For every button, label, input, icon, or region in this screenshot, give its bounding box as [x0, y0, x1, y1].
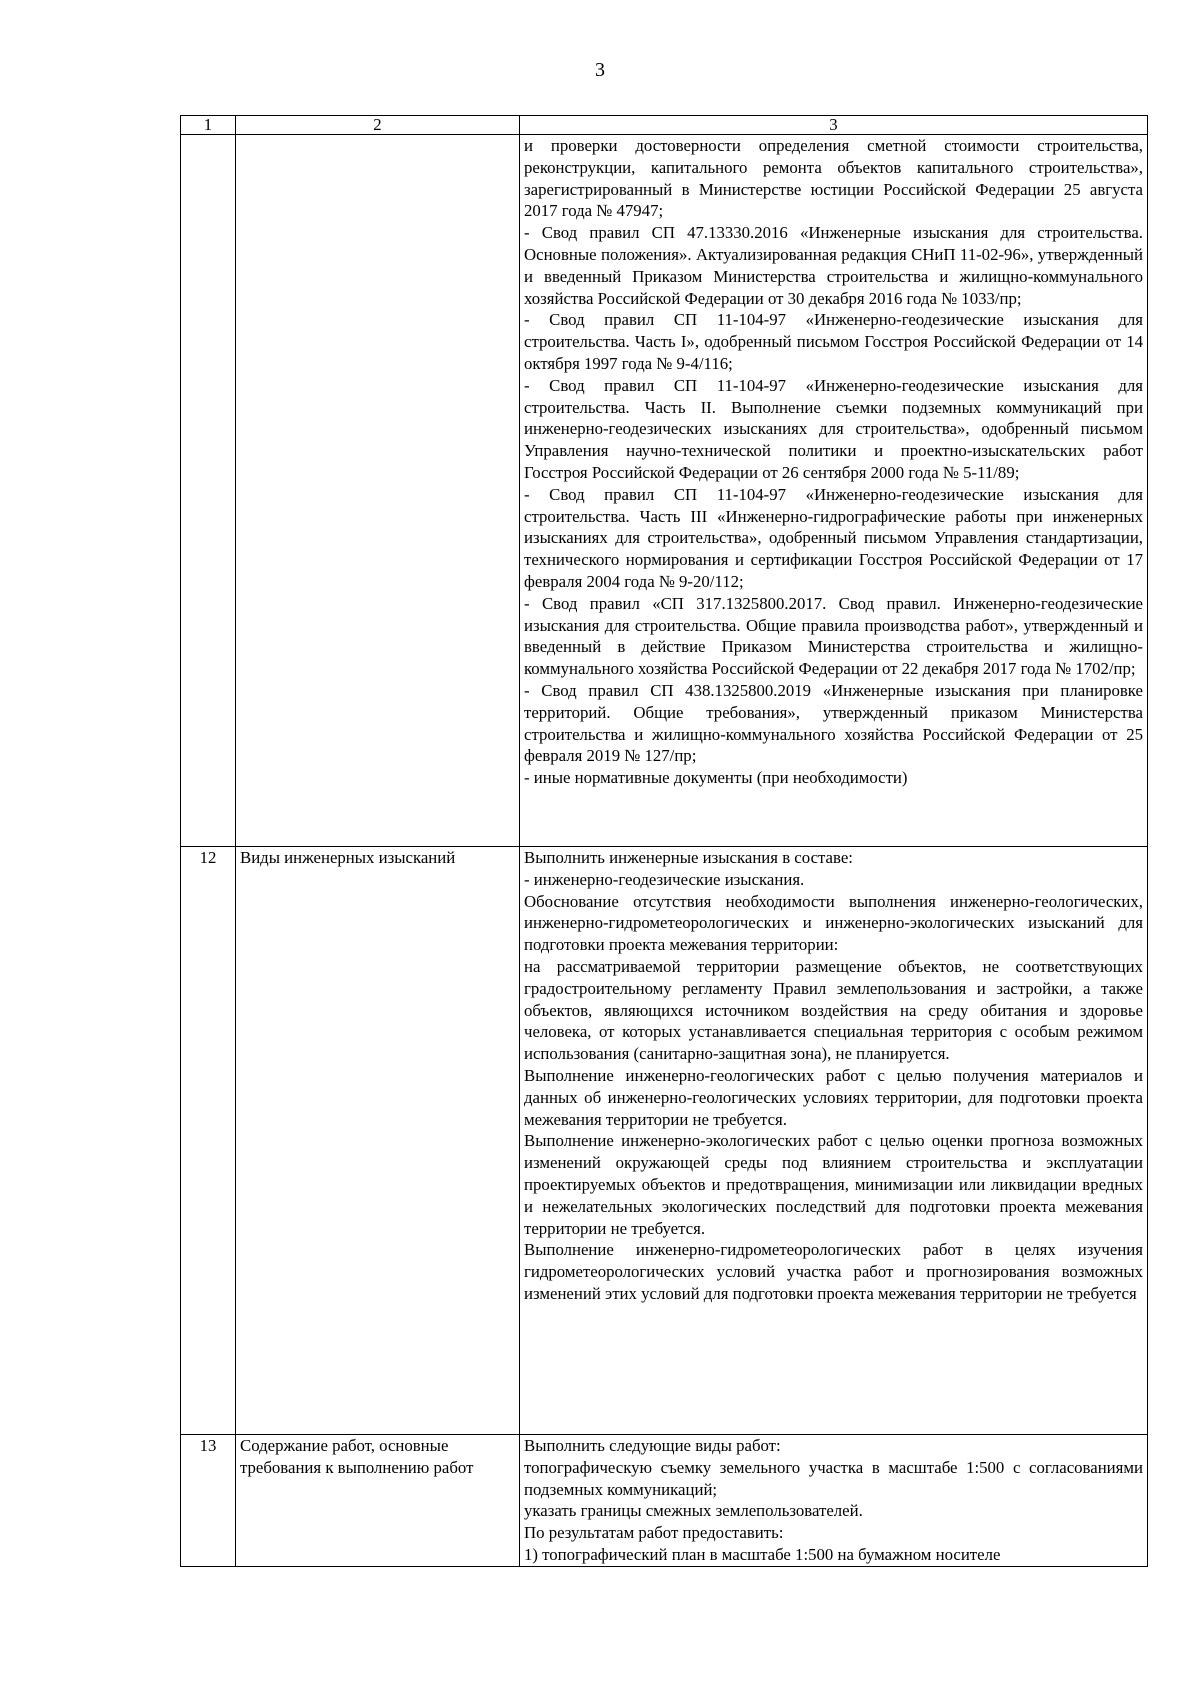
paragraph: Выполнение инженерно-геологических работ с целью получения материалов и данных об инженерно-геологических условиях территории, для подготовки проекта межевания территории не требуется. [524, 1065, 1143, 1129]
row-number [181, 135, 236, 847]
row-content [520, 847, 1148, 1435]
paragraph: - Свод правил «СП 317.1325800.2017. Свод правил. Инженерно-геодезические изыскания для строительства. Общие правила производства работ», утвержденный и введенный в действие Приказом Министерства строительства и жилищно-коммунального хозяйства Российской Федерации от 22 декабря 2017 года № 1702/пр; [524, 593, 1143, 679]
table-row [181, 847, 1148, 1435]
paragraph: Выполнить инженерные изыскания в составе: [524, 848, 853, 867]
header-cell-2: 2 [236, 116, 520, 135]
paragraph: 1) топографический план в масштабе 1:500 на бумажном носителе [524, 1544, 1001, 1564]
paragraph: - Свод правил СП 438.1325800.2019 «Инженерные изыскания при планировке территорий. Общие требования», утвержденный приказом Министерства строительства и жилищно-коммунального хозяйства Российской Федерации от 25 февраля 2019 № 127/пр; [524, 680, 1143, 766]
paragraph: указать границы смежных землепользователей. [524, 1501, 863, 1521]
row-title: Виды инженерных изысканий [236, 847, 520, 1435]
paragraph: - Свод правил СП 11-104-97 «Инженерно-геодезические изыскания для строительства. Часть I», одобренный письмом Госстроя Российской Федерации от 14 октября 1997 года № 9-4/116; [524, 310, 1143, 373]
header-cell-1: 1 [181, 116, 236, 135]
row-number: 13 [181, 1435, 236, 1567]
row-number: 12 [181, 847, 236, 1435]
paragraph: - Свод правил СП 47.13330.2016 «Инженерные изыскания для строительства. Основные положения». Актуализированная редакция СНиП 11-02-96», утвержденный и введенный Приказом Министерства строительства и жилищно-коммунального хозяйства Российской Федерации от 30 декабря 2016 года № 1033/пр; [524, 223, 1143, 308]
paragraph: Выполнение инженерно-экологических работ с целью оценки прогноза возможных изменений окружающей среды под влиянием строительства и эксплуатации проектируемых объектов и предотвращения, минимизации или ликвидации вредных и нежелательных экологических последствий для подготовки проекта межевания территории не требуется. [524, 1131, 1143, 1238]
paragraph: Выполнение инженерно-гидрометеорологических работ в целях изучения гидрометеорологических условий участка работ и прогнозирования возможных изменений этих условий для подготовки проекта межевания территории не требуется [524, 1240, 1143, 1303]
paragraph: на рассматриваемой территории размещение объектов, не соответствующих градостроительному регламенту Правил землепользования и застройки, а также объектов, являющихся источником воздействия на среду обитания и здоровье человека, от которых устанавливается специальная территория с особым режимом использования (санитарно-защитная зона), не планируется. [524, 956, 1143, 1064]
table-header-row [181, 116, 1148, 135]
paragraph: - инженерно-геодезические изыскания. [524, 869, 805, 889]
paragraph: и проверки достоверности определения сметной стоимости строительства, реконструкции, капитального ремонта объектов капитального строительства», зарегистрированный в Министерстве юстиции Российской Федерации 25 августа 2017 года № 47947; [524, 136, 1143, 221]
row-title: Содержание работ, основные требования к выполнению работ [236, 1435, 520, 1567]
row-content [520, 1435, 1148, 1567]
paragraph: Выполнить следующие виды работ: [524, 1436, 781, 1455]
paragraph: По результатам работ предоставить: [524, 1523, 784, 1543]
header-cell-3: 3 [520, 116, 1148, 135]
paragraph: Обоснование отсутствия необходимости выполнения инженерно-геологических, инженерно-гидрометеорологических и инженерно-экологических изысканий для подготовки проекта межевания территории: [524, 891, 1143, 955]
paragraph: - Свод правил СП 11-104-97 «Инженерно-геодезические изыскания для строительства. Часть II. Выполнение съемки подземных коммуникаций при инженерно-геодезических изысканиях для строительства», одобренный письмом Управления научно-технической политики и проектно-изыскательских работ Госстроя Российской Федерации от 26 сентября 2000 года № 5-11/89; [524, 375, 1143, 482]
paragraph: - иные нормативные документы (при необходимости) [524, 768, 908, 788]
row-title [236, 135, 520, 847]
requirements-table [180, 115, 1148, 1567]
paragraph: топографическую съемку земельного участка в масштабе 1:500 с согласованиями подземных коммуникаций; [524, 1457, 1143, 1499]
page-number: 3 [595, 59, 605, 81]
row-content [520, 135, 1148, 847]
table-row [181, 135, 1148, 847]
paragraph: - Свод правил СП 11-104-97 «Инженерно-геодезические изыскания для строительства. Часть III «Инженерно-гидрографические работы при инженерных изысканиях для строительства», одобренный письмом Управления стандартизации, технического нормирования и сертификации Госстроя Российской Федерации от 17 февраля 2004 года № 9-20/112; [524, 484, 1143, 591]
table-row [181, 1435, 1148, 1567]
